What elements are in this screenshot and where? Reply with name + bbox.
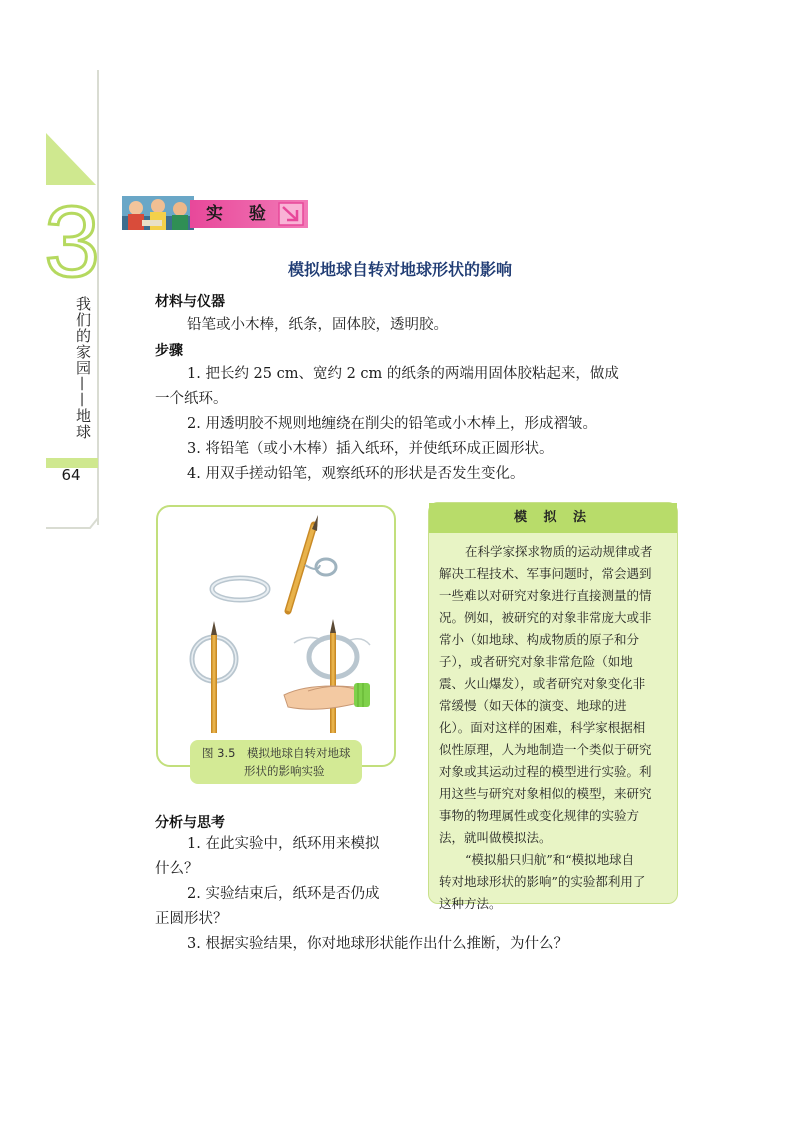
materials-heading: 材料与仪器 [155,294,225,310]
children-photo [122,196,194,230]
sidebar-line: 解决工程技术、军事问题时，常会遇到 [439,566,652,581]
experiment-illustration [158,507,394,737]
analysis-line: 2. 实验结束后，纸环是否仍成 [187,886,380,902]
sidebar-line: 似性原理，人为地制造一个类似于研究 [439,742,652,757]
sidebar-line: 对象或其运动过程的模型进行实验。利 [439,764,652,779]
experiment-figure [156,505,396,767]
sidebar-line: 况。例如，被研究的对象非常庞大或非 [439,610,652,625]
arrow-down-right-icon [278,202,304,226]
sidebar-heading: 模 拟 法 [429,503,677,533]
simulation-method-box [428,502,678,911]
steps-heading: 步骤 [155,343,183,359]
figure-caption-line: 形状的影响实验 [244,764,325,778]
banner-label: 实 验 [206,204,276,224]
chapter-title: 我们的家园——地球 [74,296,92,440]
analysis-line: 1. 在此实验中，纸环用来模拟 [187,836,380,852]
sidebar-line: 子），或者研究对象非常危险（如地 [439,654,633,669]
sidebar-line: 转对地球形状的影响”的实验都利用了 [439,874,646,889]
analysis-line: 3. 根据实验结果，你对地球形状能作出什么推断，为什么？ [187,936,568,952]
sidebar-line: 这种方法。 [439,896,502,911]
sidebar-line: “模拟船只归航”和“模拟地球自 [465,852,635,867]
margin-foot-decoration [46,490,98,530]
corner-triangle [46,133,96,185]
step-line: 一个纸环。 [155,391,228,407]
analysis-heading: 分析与思考 [155,815,225,831]
sidebar-line: 在科学家探求物质的运动规律或者 [465,544,653,559]
sidebar-line: 震、火山爆发），或者研究对象变化非 [439,676,646,691]
step-line: 3. 将铅笔（或小木棒）插入纸环，并使纸环成正圆形状。 [187,441,554,457]
sidebar-line: 法，就叫做模拟法。 [439,830,552,845]
sidebar-line: 一些难以对研究对象进行直接测量的情 [439,588,652,603]
sidebar-line: 事物的物理属性或变化规律的实验方 [439,808,640,823]
sidebar-line: 常缓慢（如天体的演变、地球的进 [439,698,627,713]
step-line: 4. 用双手搓动铅笔，观察纸环的形状是否发生变化。 [187,466,525,482]
paper-ring-illustration [212,578,268,600]
analysis-line: 正圆形状？ [155,911,228,927]
analysis-line: 什么？ [155,861,199,877]
hands-rolling-pencil-illustration [284,619,370,733]
pencil-with-tape-illustration [288,515,336,611]
sidebar-line: 常小（如地球、构成物质的原子和分 [439,632,640,647]
chapter-number-text: 3 [44,186,100,298]
sidebar-line: 化）。面对这样的困难，科学家根据相 [439,720,646,735]
section-title: 模拟地球自转对地球形状的影响 [287,260,512,279]
step-line: 1. 把长约 25 cm、宽约 2 cm 的纸条的两端用固体胶粘起来，做成 [187,366,619,382]
step-line: 2. 用透明胶不规则地缠绕在削尖的铅笔或小木棒上，形成褶皱。 [187,416,597,432]
materials-text: 铅笔或小木棒，纸条，固体胶，透明胶。 [187,317,448,333]
figure-caption [190,740,362,784]
pencil-in-ring-illustration [192,621,236,733]
figure-caption-line: 图 3.5 模拟地球自转对地球 [202,746,351,760]
sidebar-line: 用这些与研究对象相似的模型，来研究 [439,786,652,801]
chapter-number [44,186,100,298]
page-number: 64 [61,466,81,484]
experiment-banner [122,196,308,230]
